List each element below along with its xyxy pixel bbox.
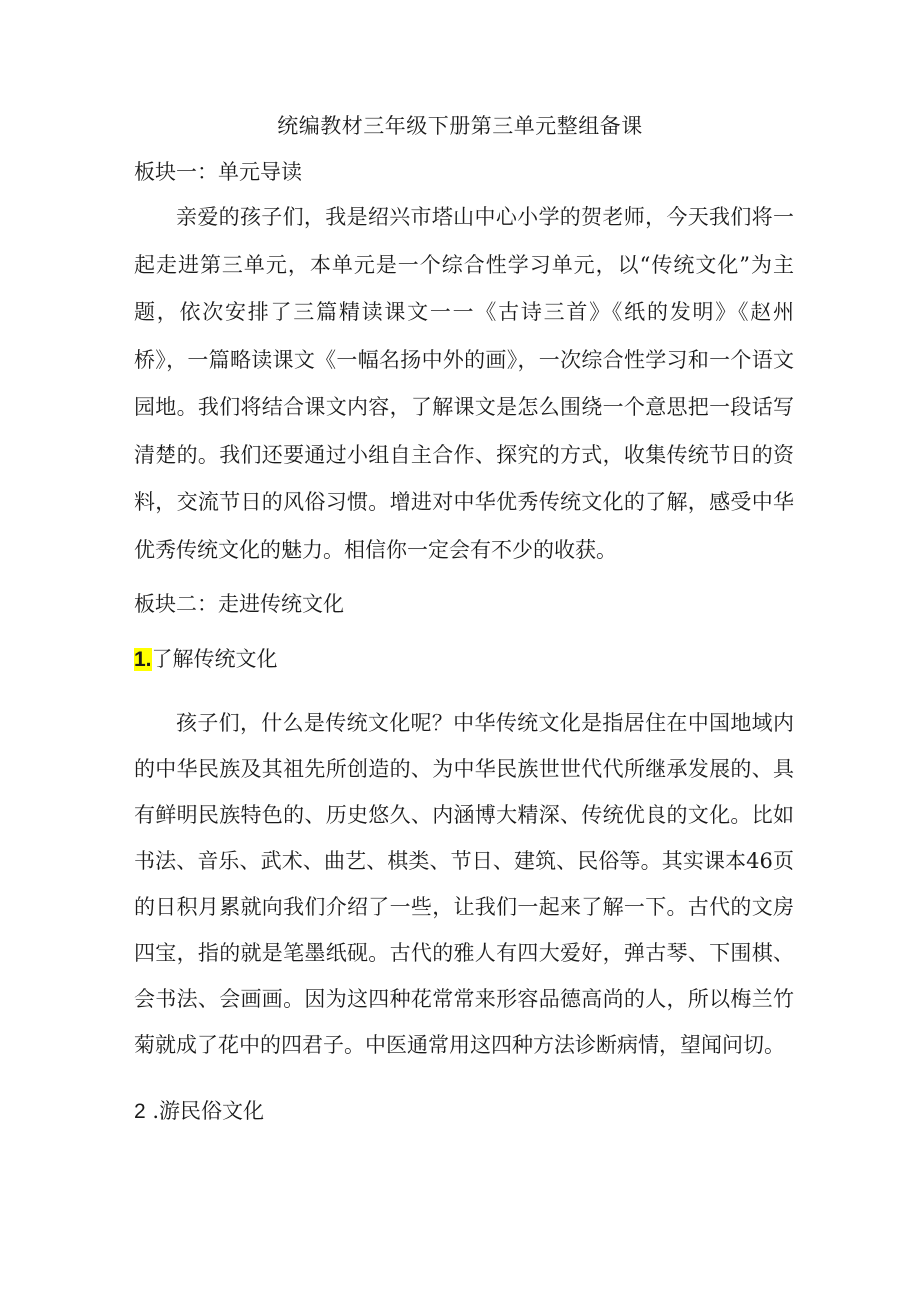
item2-number: 2 xyxy=(134,1100,146,1123)
item1-heading xyxy=(134,645,278,674)
item1-number: 1. xyxy=(134,648,152,671)
item2-heading xyxy=(134,1097,264,1126)
item1-label: 了解传统文化 xyxy=(151,647,278,671)
item2-label: .游民俗文化 xyxy=(152,1099,265,1123)
section1-paragraph: 亲爱的孩子们，我是绍兴市塔山中心小学的贺老师，今天我们将一起走进第三单元，本单元是一个综合性学习单元，以“传统文化”为主题，依次安排了三篇精读课文一一《古诗三首》《纸的发明》《赵州桥》，一篇略读课文《一幅名扬中外的画》，一次综合性学习和一个语文园地。我们将结合课文内容，了解课文是怎么围绕一个意思把一段话写清楚的。我们还要通过小组自主合作、探究的方式，收集传统节日的资料，交流节日的风俗习惯。增进对中华优秀传统文化的了解，感受中华优秀传统文化的魅力。相信你一定会有不少的收获。 xyxy=(134,205,794,562)
section1-heading: 板块一：单元导读 xyxy=(134,160,302,184)
section2-heading: 板块二：走进传统文化 xyxy=(134,592,344,616)
item1-paragraph: 孩子们，什么是传统文化呢？中华传统文化是指居住在中国地域内的中华民族及其祖先所创造的、为中华民族世世代代所继承发展的、具有鲜明民族特色的、历史悠久、内涵博大精深、传统优良的文化。比如书法、音乐、武术、曲艺、棋类、节日、建筑、民俗等。其实课本46页的日积月累就向我们介绍了一些，让我们一起来了解一下。古代的文房四宝，指的就是笔墨纸砚。古代的雅人有四大爱好，弹古琴、下围棋、会书法、会画画。因为这四种花常常来形容品德高尚的人，所以梅兰竹菊就成了花中的四君子。中医通常用这四种方法诊断病情，望闻问切。 xyxy=(134,711,794,1057)
document-title: 统编教材三年级下册第三单元整组备课 xyxy=(277,114,643,138)
